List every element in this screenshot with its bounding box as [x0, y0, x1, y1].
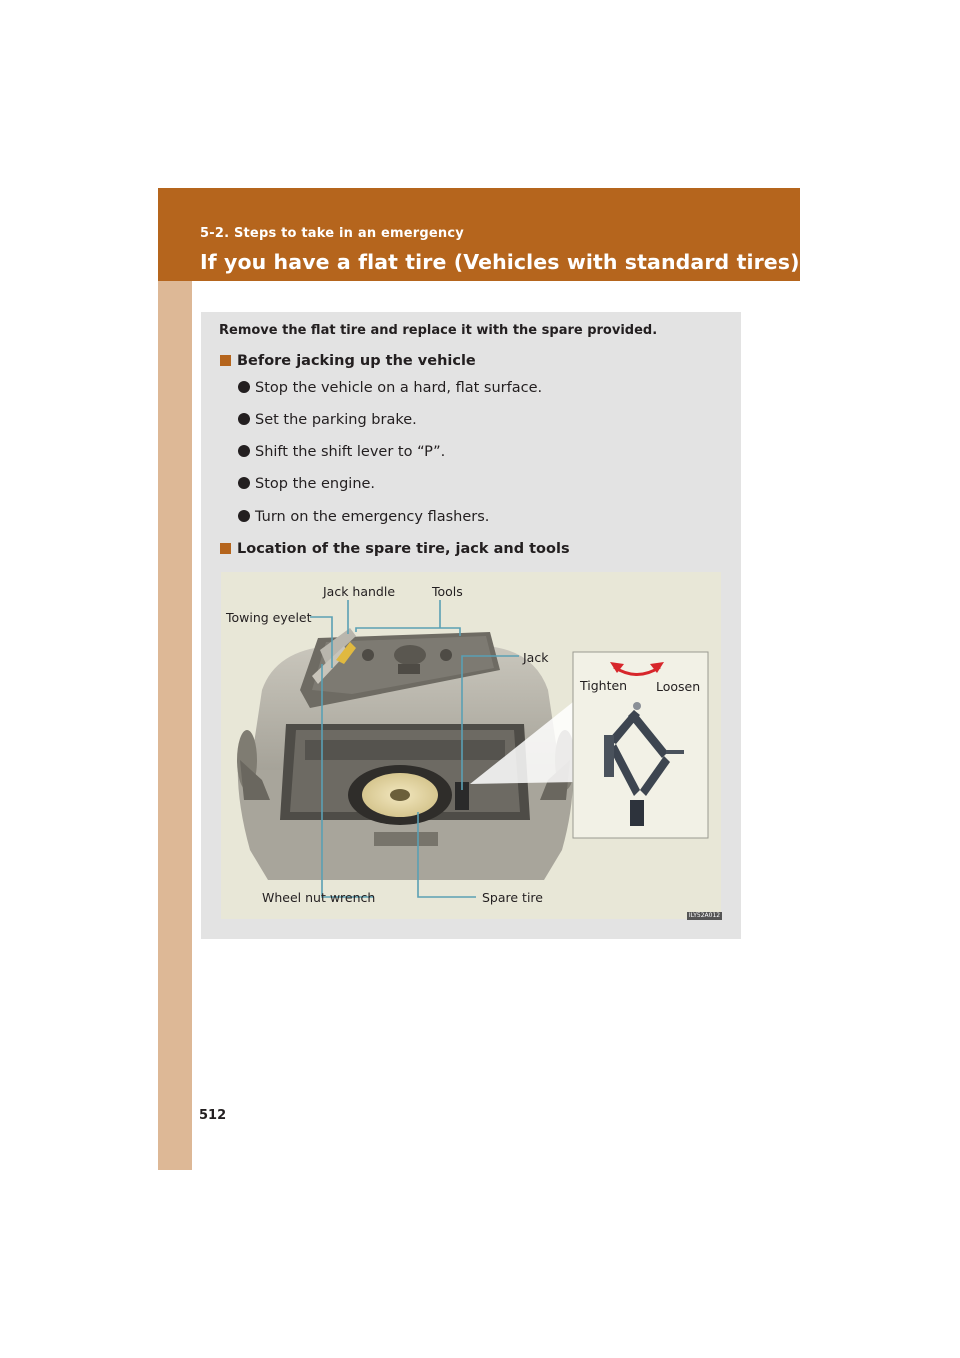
figure-id: ILY52A012: [688, 912, 721, 919]
label-spare-tire: Spare tire: [482, 890, 543, 905]
section-label: 5-2. Steps to take in an emergency: [200, 226, 464, 241]
bullet-text: Stop the engine.: [255, 476, 376, 492]
bullet-text: Set the parking brake.: [255, 412, 417, 428]
label-wheel-nut-wrench: Wheel nut wrench: [262, 890, 376, 905]
label-jack-handle: Jack handle: [323, 584, 396, 599]
label-towing-eyelet: Towing eyelet: [226, 610, 312, 625]
spare-tire-graphic: [348, 765, 452, 825]
page-number: 512: [199, 1108, 227, 1123]
page-title: If you have a flat tire (Vehicles with standard tires): [200, 250, 800, 274]
label-loosen: Loosen: [656, 679, 701, 694]
label-tools: Tools: [432, 584, 463, 599]
bumper-detail: [374, 832, 438, 846]
bullet-text: Shift the shift lever to “P”.: [255, 444, 446, 460]
bullet-text: Turn on the emergency flashers.: [255, 509, 490, 525]
section-heading-label: Before jacking up the vehicle: [237, 353, 476, 369]
section-heading-label: Location of the spare tire, jack and tools: [237, 541, 570, 557]
label-tighten: Tighten: [580, 678, 628, 693]
intro-text: Remove the flat tire and replace it with the spare provided.: [219, 323, 658, 338]
bullet-text: Stop the vehicle on a hard, flat surface.: [255, 380, 543, 396]
label-jack: Jack: [523, 650, 549, 665]
